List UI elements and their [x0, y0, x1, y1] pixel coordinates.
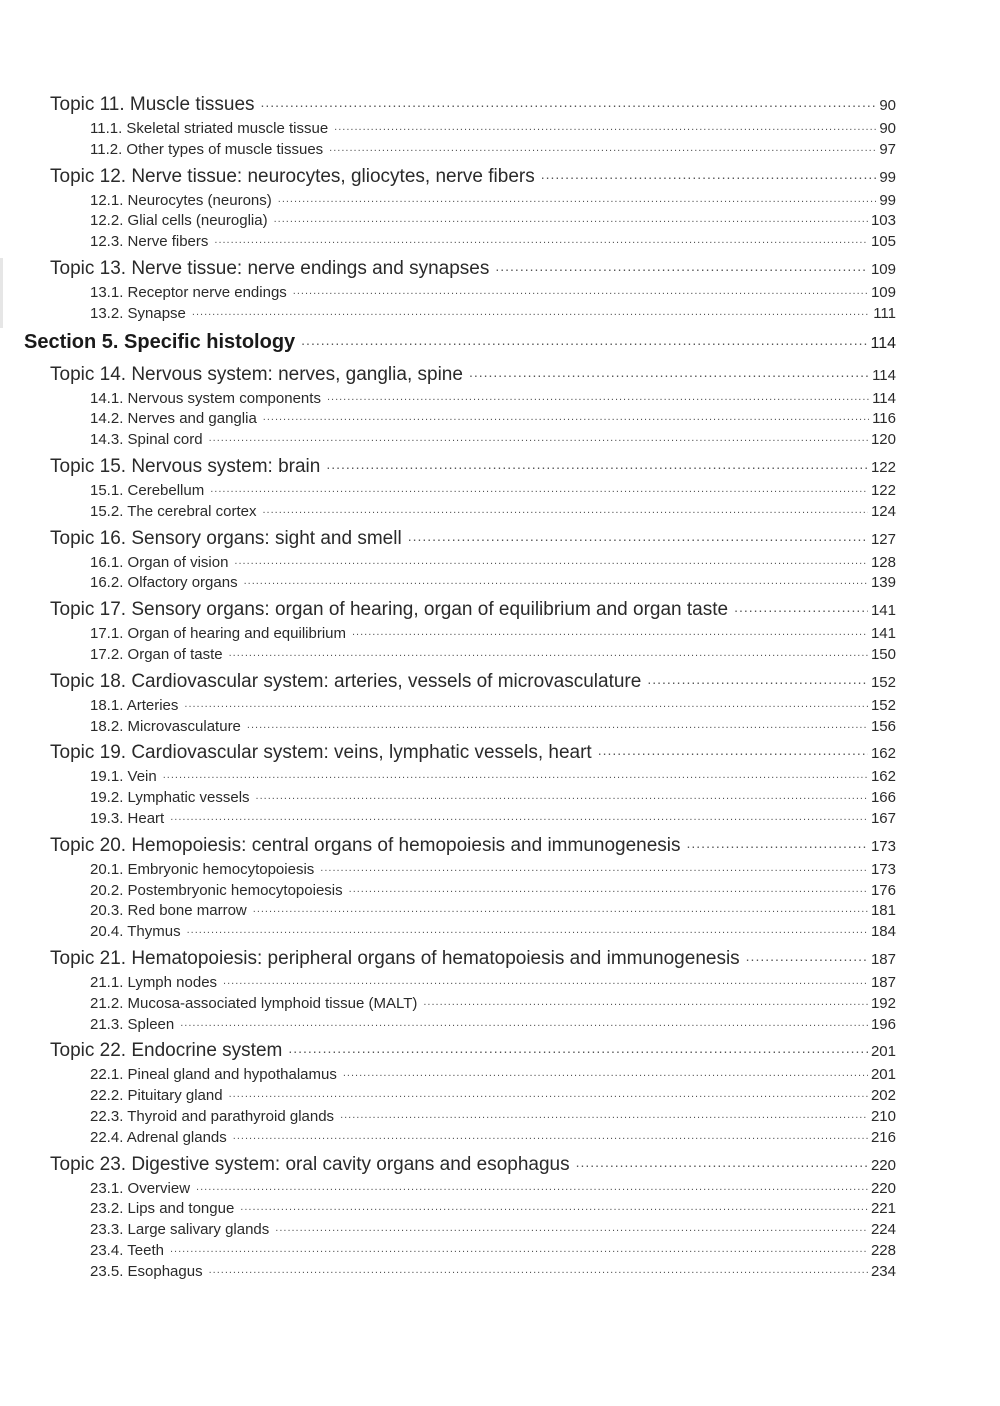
toc-entry-title: 22.3. Thyroid and parathyroid glands [90, 1107, 335, 1125]
toc-sub-entry[interactable] [90, 716, 896, 737]
dot-leader [326, 453, 868, 472]
toc-sub-entry[interactable] [90, 480, 896, 501]
toc-entry-title: 17.1. Organ of hearing and equilibrium [90, 625, 346, 643]
toc-page-number: 173 [870, 860, 896, 878]
toc-page-number: 139 [870, 574, 896, 592]
toc-entry-title: 20.2. Postembryonic hemocytopoiesis [90, 881, 343, 899]
dot-leader [209, 429, 868, 444]
toc-entry-title: Section 5. Specific histology [24, 330, 296, 353]
toc-sub-entry[interactable] [90, 1198, 896, 1219]
toc-sub-entry[interactable] [90, 993, 896, 1014]
toc-entry-title: Topic 15. Nervous system: brain [50, 455, 321, 477]
page-edge-shadow [0, 258, 3, 328]
dot-leader [495, 255, 868, 274]
toc-topic-entry[interactable] [50, 453, 896, 480]
dot-leader [214, 231, 868, 246]
dot-leader [343, 1064, 868, 1079]
toc-entry-title: 23.3. Large salivary glands [90, 1221, 270, 1239]
toc-entry-title: 19.1. Vein [90, 768, 157, 786]
toc-page-number: 90 [879, 120, 896, 137]
toc-entry-title: 11.1. Skeletal striated muscle tissue [90, 120, 329, 137]
toc-page-number: 114 [872, 366, 896, 384]
toc-page-number: 210 [870, 1107, 896, 1125]
toc-sub-entry[interactable] [90, 900, 896, 921]
toc-entry-title: 18.1. Arteries [90, 696, 179, 714]
toc-page-number: 221 [870, 1200, 896, 1218]
toc-page-number: 220 [870, 1179, 896, 1197]
toc-sub-entry[interactable] [90, 644, 896, 665]
toc-entry-title: 13.1. Receptor nerve endings [90, 283, 287, 301]
dot-leader [746, 945, 868, 964]
dot-leader [329, 139, 876, 154]
toc-sub-entry[interactable] [90, 1014, 896, 1035]
toc-entry-title: 16.1. Organ of vision [90, 553, 229, 571]
dot-leader [170, 808, 868, 823]
dot-leader [301, 328, 867, 348]
toc-page-number: 201 [870, 1066, 896, 1084]
toc-page-number: 156 [870, 717, 896, 735]
dot-leader [253, 900, 868, 915]
toc-sub-entry[interactable] [90, 808, 896, 829]
dot-leader [469, 361, 869, 380]
toc-page-number: 152 [870, 696, 896, 714]
toc-page-number: 234 [870, 1262, 896, 1280]
toc-entry-title: 21.3. Spleen [90, 1015, 175, 1033]
toc-page-number: 128 [870, 553, 896, 571]
toc-page-number: 152 [870, 673, 896, 691]
dot-leader [210, 480, 868, 495]
dot-leader [274, 210, 868, 225]
dot-leader [170, 1240, 868, 1255]
toc-entry-title: 20.4. Thymus [90, 923, 181, 941]
toc-sub-entry[interactable] [90, 303, 896, 324]
dot-leader [687, 832, 868, 851]
dot-leader [275, 1219, 868, 1234]
toc-page-number: 162 [870, 745, 896, 763]
dot-leader [288, 1037, 868, 1056]
toc-page-number: 216 [870, 1128, 896, 1146]
toc-entry-title: Topic 16. Sensory organs: sight and smell [50, 527, 402, 549]
toc-page-number: 122 [870, 481, 896, 499]
toc-sub-entry[interactable] [90, 282, 896, 303]
toc-sub-entry[interactable] [90, 623, 896, 644]
toc-topic-entry[interactable] [50, 668, 896, 695]
toc-entry-title: 12.2. Glial cells (neuroglia) [90, 212, 268, 230]
toc-section-entry[interactable] [24, 328, 896, 358]
toc-sub-entry[interactable] [90, 972, 896, 993]
toc-page-number: 184 [870, 923, 896, 941]
toc-page-number: 116 [872, 410, 896, 428]
toc-topic-entry[interactable] [50, 163, 896, 190]
toc-page-number: 120 [870, 431, 896, 449]
toc-entry-title: 22.2. Pituitary gland [90, 1087, 223, 1105]
dot-leader [180, 1014, 868, 1029]
toc-entry-title: Topic 13. Nerve tissue: nerve endings and synapses [50, 257, 490, 279]
dot-leader [541, 163, 877, 182]
dot-leader [247, 716, 868, 731]
toc-topic-entry[interactable] [50, 361, 896, 388]
toc-sub-entry[interactable] [90, 501, 896, 522]
toc-topic-entry[interactable] [50, 1151, 896, 1178]
toc-entry-title: 22.4. Adrenal glands [90, 1128, 227, 1146]
toc-sub-entry[interactable] [90, 190, 896, 211]
toc-topic-entry[interactable] [50, 1037, 896, 1064]
toc-sub-entry[interactable] [90, 139, 896, 160]
dot-leader [192, 303, 870, 318]
toc-entry-title: Topic 21. Hematopoiesis: peripheral organs of hematopoiesis and immunogenesis [50, 947, 740, 969]
dot-leader [261, 91, 877, 110]
toc-page-number: 187 [870, 950, 896, 968]
dot-leader [209, 1261, 868, 1276]
toc-sub-entry[interactable] [90, 1261, 896, 1282]
toc-sub-entry[interactable] [90, 1064, 896, 1085]
toc-entry-title: Topic 23. Digestive system: oral cavity organs and esophagus [50, 1153, 570, 1175]
toc-page-number: 150 [870, 645, 896, 663]
toc-page-number: 141 [870, 625, 896, 643]
dot-leader [233, 1127, 868, 1142]
toc-entry-title: Topic 12. Nerve tissue: neurocytes, gliocytes, nerve fibers [50, 165, 535, 187]
toc-entry-title: 20.3. Red bone marrow [90, 902, 247, 920]
toc-entry-title: Topic 11. Muscle tissues [50, 94, 255, 115]
dot-leader [262, 501, 867, 516]
toc-page-number: 192 [870, 994, 896, 1012]
toc-entry-title: 18.2. Microvasculature [90, 717, 241, 735]
toc-entry-title: Topic 14. Nervous system: nerves, ganglia, spine [50, 363, 463, 385]
toc-sub-entry[interactable] [90, 429, 896, 450]
toc-page-number: 99 [879, 168, 896, 186]
toc-page-number: 105 [870, 233, 896, 251]
toc-entry-title: Topic 22. Endocrine system [50, 1040, 283, 1062]
toc-topic-entry[interactable] [50, 91, 896, 118]
dot-leader [576, 1151, 868, 1170]
toc-page-number: 167 [870, 809, 896, 827]
table-of-contents [24, 88, 896, 1281]
toc-entry-title: 14.1. Nervous system components [90, 389, 321, 407]
toc-entry-title: 14.2. Nerves and ganglia [90, 410, 257, 428]
toc-sub-entry[interactable] [90, 572, 896, 593]
toc-sub-entry[interactable] [90, 787, 896, 808]
toc-entry-title: 12.3. Nerve fibers [90, 233, 209, 251]
toc-page-number: 224 [870, 1221, 896, 1239]
dot-leader [647, 668, 868, 687]
toc-entry-title: 12.1. Neurocytes (neurons) [90, 191, 272, 209]
toc-page-number: 99 [879, 191, 896, 209]
toc-topic-entry[interactable] [50, 832, 896, 859]
toc-sub-entry[interactable] [90, 766, 896, 787]
dot-leader [234, 552, 868, 567]
toc-entry-title: 15.2. The cerebral cortex [90, 502, 257, 520]
toc-entry-title: Topic 17. Sensory organs: organ of hearing, organ of equilibrium and organ taste [50, 599, 729, 621]
dot-leader [408, 525, 868, 544]
toc-sub-entry[interactable] [90, 210, 896, 231]
toc-page-number: 187 [870, 973, 896, 991]
toc-sub-entry[interactable] [90, 552, 896, 573]
toc-page-number: 111 [873, 304, 896, 322]
toc-page-number: 173 [870, 837, 896, 855]
dot-leader [327, 388, 869, 403]
toc-sub-entry[interactable] [90, 1127, 896, 1148]
dot-leader [423, 993, 868, 1008]
dot-leader [293, 282, 868, 297]
toc-sub-entry[interactable] [90, 118, 896, 139]
toc-entry-title: Topic 18. Cardiovascular system: arteries, vessels of microvasculature [50, 670, 642, 692]
dot-leader [320, 859, 868, 874]
toc-page-number: 127 [870, 530, 896, 548]
dot-leader [229, 1085, 868, 1100]
dot-leader [734, 596, 868, 615]
dot-leader [340, 1106, 868, 1121]
toc-entry-title: 13.2. Synapse [90, 304, 186, 322]
toc-sub-entry[interactable] [90, 1178, 896, 1199]
dot-leader [229, 644, 868, 659]
dot-leader [187, 921, 868, 936]
dot-leader [256, 787, 868, 802]
toc-entry-title: 23.4. Teeth [90, 1241, 164, 1259]
toc-page-number: 97 [879, 140, 896, 158]
toc-page-number: 141 [870, 602, 896, 620]
toc-entry-title: 15.1. Cerebellum [90, 481, 205, 499]
toc-entry-title: 23.2. Lips and tongue [90, 1200, 235, 1218]
toc-entry-title: 21.2. Mucosa-associated lymphoid tissue (MALT) [90, 994, 418, 1012]
toc-page-number: 109 [870, 260, 896, 278]
toc-entry-title: 23.5. Esophagus [90, 1262, 203, 1280]
toc-entry-title: 16.2. Olfactory organs [90, 574, 238, 592]
toc-page-number: 114 [872, 389, 896, 407]
dot-leader [334, 118, 876, 133]
dot-leader [349, 880, 868, 895]
toc-page-number: 124 [870, 502, 896, 520]
toc-sub-entry[interactable] [90, 1085, 896, 1106]
toc-page-number: 220 [870, 1156, 896, 1174]
toc-topic-entry[interactable] [50, 596, 896, 623]
toc-page-number: 202 [870, 1087, 896, 1105]
toc-entry-title: 14.3. Spinal cord [90, 431, 203, 449]
toc-entry-title: 23.1. Overview [90, 1179, 191, 1197]
dot-leader [263, 408, 869, 423]
toc-topic-entry[interactable] [50, 739, 896, 766]
toc-sub-entry[interactable] [90, 231, 896, 252]
toc-page-number: 109 [870, 283, 896, 301]
dot-leader [244, 572, 868, 587]
toc-entry-title: 11.2. Other types of muscle tissues [90, 140, 324, 158]
toc-topic-entry[interactable] [50, 945, 896, 972]
toc-topic-entry[interactable] [50, 525, 896, 552]
toc-entry-title: 22.1. Pineal gland and hypothalamus [90, 1066, 337, 1084]
toc-entry-title: Topic 19. Cardiovascular system: veins, lymphatic vessels, heart [50, 742, 592, 764]
dot-leader [278, 190, 877, 205]
toc-topic-entry[interactable] [50, 255, 896, 282]
dot-leader [240, 1198, 868, 1213]
toc-entry-title: 19.3. Heart [90, 809, 165, 827]
dot-leader [184, 695, 868, 710]
toc-entry-title: Topic 20. Hemopoiesis: central organs of hemopoiesis and immunogenesis [50, 834, 681, 856]
toc-page-number: 196 [870, 1015, 896, 1033]
toc-page-number: 176 [870, 881, 896, 899]
toc-sub-entry[interactable] [90, 1219, 896, 1240]
dot-leader [196, 1178, 868, 1193]
toc-entry-title: 20.1. Embryonic hemocytopoiesis [90, 860, 315, 878]
toc-page-number: 90 [879, 97, 896, 114]
toc-sub-entry[interactable] [90, 859, 896, 880]
toc-page-number: 166 [870, 789, 896, 807]
toc-entry-title: 19.2. Lymphatic vessels [90, 789, 250, 807]
dot-leader [163, 766, 868, 781]
toc-sub-entry[interactable] [90, 1106, 896, 1127]
toc-sub-entry[interactable] [90, 880, 896, 901]
toc-page-number: 122 [870, 458, 896, 476]
toc-sub-entry[interactable] [90, 408, 896, 429]
toc-entry-title: 21.1. Lymph nodes [90, 973, 218, 991]
toc-sub-entry[interactable] [90, 388, 896, 409]
toc-page-number: 114 [870, 334, 896, 352]
dot-leader [352, 623, 868, 638]
toc-entry-title: 17.2. Organ of taste [90, 645, 223, 663]
toc-page-number: 103 [870, 212, 896, 230]
toc-page-number: 201 [870, 1043, 896, 1061]
toc-sub-entry[interactable] [90, 1240, 896, 1261]
toc-page-number: 228 [870, 1241, 896, 1259]
toc-page-number: 181 [870, 902, 896, 920]
toc-sub-entry[interactable] [90, 921, 896, 942]
dot-leader [223, 972, 868, 987]
toc-page-number: 162 [870, 768, 896, 786]
dot-leader [598, 739, 868, 758]
toc-sub-entry[interactable] [90, 695, 896, 716]
